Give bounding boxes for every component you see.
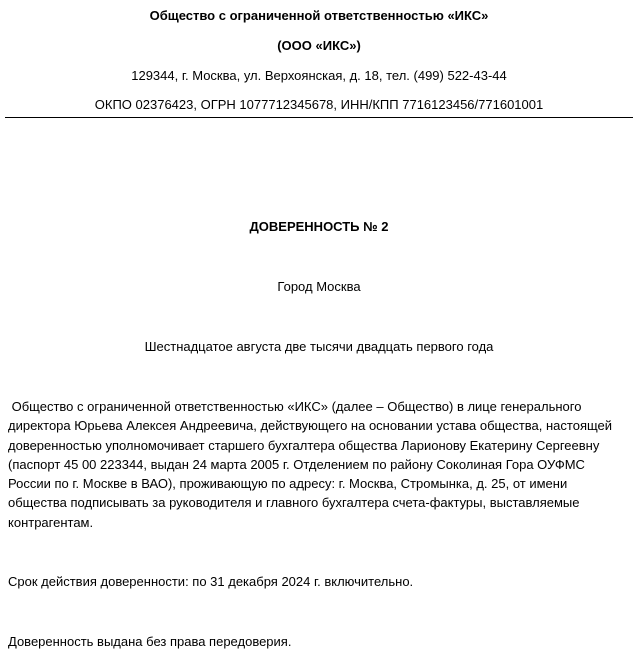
validity-statement: Срок действия доверенности: по 31 декабря 2024 г. включительно. [8, 574, 414, 589]
document-date: Шестнадцатое августа две тысячи двадцать первого года [144, 339, 494, 354]
body-line: директора Юрьева Алексея Андреевича, действующего на основании устава общества, настоящей [8, 418, 613, 434]
body-line: Общество с ограниченной ответственностью «ИКС» (далее – Общество) в лице генерального [8, 399, 582, 414]
header-divider [5, 117, 633, 118]
body-line: (паспорт 45 00 223344, выдан 24 марта 2005 г. Отделением по району Соколиная Гора ОУФМС [8, 456, 585, 472]
body-line: общества подписывать за руководителя и главного бухгалтера счета-фактуры, выставляемые [8, 495, 580, 511]
company-name: Общество с ограниченной ответственностью «ИКС» [149, 8, 489, 23]
body-paragraph [8, 397, 630, 532]
company-address: 129344, г. Москва, ул. Верхоянская, д. 18, тел. (499) 522-43-44 [131, 68, 507, 83]
body-line: доверенностью уполномочивает старшего бухгалтера общества Ларионову Екатерину Сергеевну [8, 437, 600, 453]
body-line: контрагентам. [8, 514, 94, 530]
company-short-name: (ООО «ИКС») [277, 38, 361, 53]
document-title: ДОВЕРЕННОСТЬ № 2 [249, 219, 389, 234]
body-line: России по г. Москве в ВАО), проживающую по адресу: г. Москва, Стромынка, д. 25, от имени [8, 476, 568, 492]
no-substitution-statement: Доверенность выдана без права передоверия. [8, 634, 292, 649]
document-city: Город Москва [277, 279, 361, 294]
company-registration: ОКПО 02376423, ОГРН 1077712345678, ИНН/КПП 7716123456/771601001 [94, 97, 544, 112]
